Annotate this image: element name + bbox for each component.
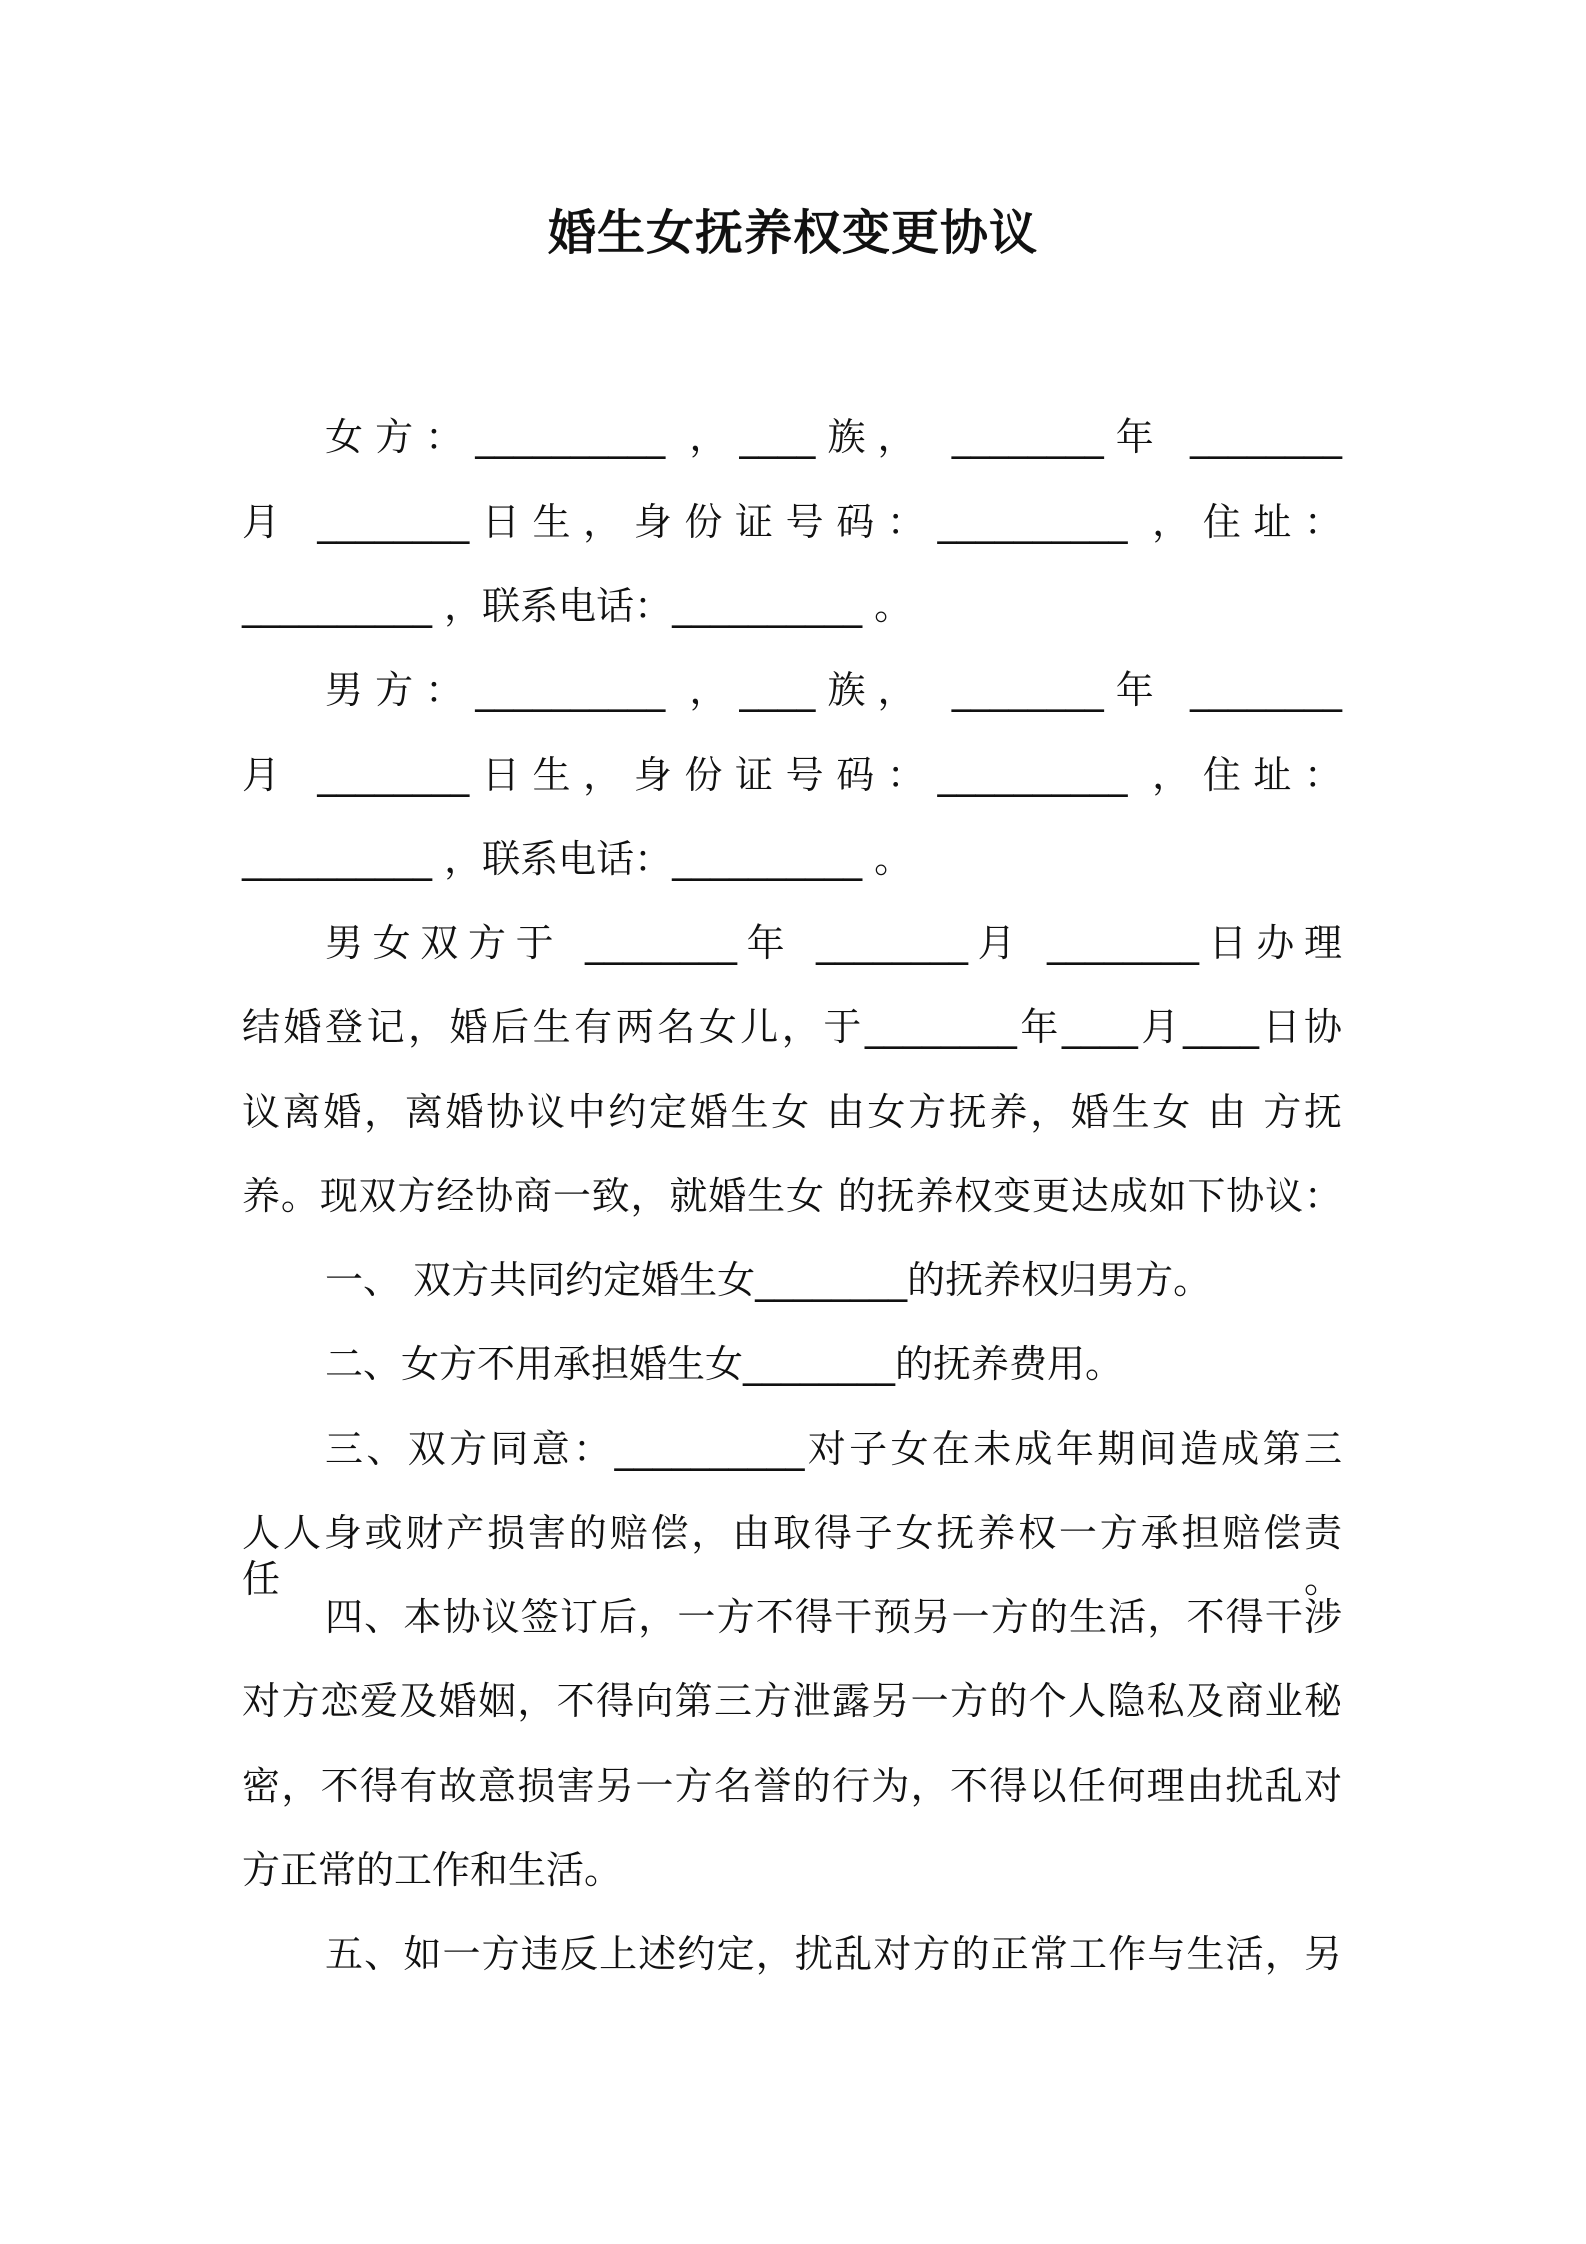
text-line: 对方恋爱及婚姻，不得向第三方泄露另一方的个人隐私及商业秘 <box>242 1679 1342 1723</box>
text-line: 议离婚，离婚协议中约定婚生女 由女方抚养，婚生女 由 方抚 <box>242 1090 1342 1134</box>
text-line: 月 ________日生，身份证号码：__________ ，住址： <box>242 753 1342 797</box>
text-line: 方正常的工作和生活。 <box>242 1848 623 1892</box>
text-line: 月 ________日生，身份证号码：__________ ，住址： <box>242 500 1342 544</box>
text-line: 女方：__________ ，____族， ________年 ________ <box>325 415 1342 459</box>
text-line: 四、本协议签订后，一方不得干预另一方的生活，不得干涉 <box>325 1595 1342 1639</box>
text-line: 三、双方同意：__________对子女在未成年期间造成第三 <box>325 1427 1342 1471</box>
text-line: 男女双方于 ________年 ________月 ________日办理 <box>325 921 1342 965</box>
document-title: 婚生女抚养权变更协议 <box>547 205 1038 261</box>
text-line: 二、女方不用承担婚生女________的抚养费用。 <box>325 1342 1124 1386</box>
text-line: 一、 双方共同约定婚生女________的抚养权归男方。 <box>325 1258 1212 1302</box>
text-line: __________ ，联系电话：__________ 。 <box>242 584 913 628</box>
text-line: 结婚登记，婚后生有两名女儿，于________年____月____日协 <box>242 1005 1342 1049</box>
text-line: 人人身或财产损害的赔偿，由取得子女抚养权一方承担赔偿责任。 <box>242 1511 1342 1601</box>
text-line: 男方：__________ ，____族， ________年 ________ <box>325 668 1342 712</box>
text-line: 五、如一方违反上述约定，扰乱对方的正常工作与生活，另 <box>325 1932 1342 1976</box>
text-line: __________ ，联系电话：__________ 。 <box>242 837 913 881</box>
text-line: 养。现双方经协商一致，就婚生女 的抚养权变更达成如下协议： <box>242 1174 1342 1218</box>
text-line: 密，不得有故意损害另一方名誉的行为，不得以任何理由扰乱对 <box>242 1764 1342 1808</box>
